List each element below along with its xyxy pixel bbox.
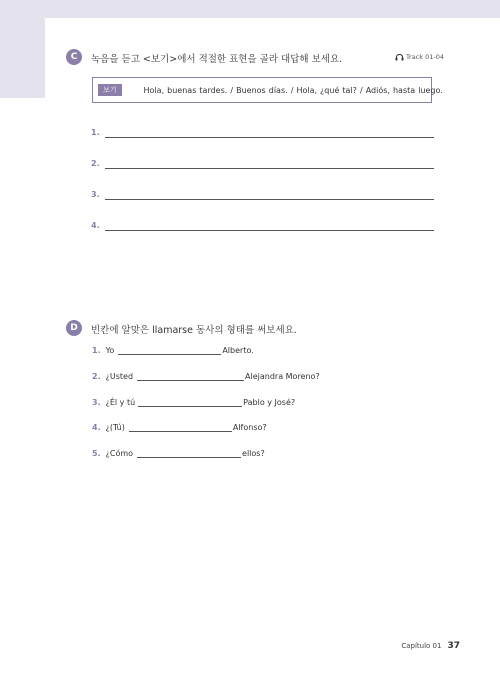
fill-number: 1.	[92, 346, 101, 355]
fill-blank[interactable]	[137, 448, 241, 458]
fill-prefix: ¿Usted	[105, 372, 134, 381]
fill-prefix: Yo	[105, 346, 115, 355]
fill-suffix: Alberto.	[222, 346, 254, 355]
track-label	[395, 53, 444, 61]
fill-number: 3.	[92, 398, 101, 407]
section-d-badge: D	[66, 320, 82, 336]
answer-row-2	[91, 159, 434, 171]
fill-row-1	[92, 345, 254, 355]
example-text: Hola, buenas tardes. / Buenos días. / Hola, ¿qué tal? / Adiós, hasta luego.	[143, 85, 443, 95]
fill-blank[interactable]	[138, 397, 242, 407]
answer-row-4	[91, 221, 434, 233]
fill-number: 2.	[92, 372, 101, 381]
fill-number: 4.	[92, 423, 101, 432]
fill-blank[interactable]	[137, 371, 244, 381]
fill-suffix: ellos?	[242, 449, 265, 458]
fill-prefix: ¿Cómo	[105, 449, 134, 458]
answer-line[interactable]	[105, 230, 434, 231]
fill-suffix: Pablo y José?	[243, 398, 296, 407]
fill-row-3	[92, 397, 295, 407]
page-footer	[401, 641, 460, 651]
section-c-badge: C	[66, 49, 82, 65]
example-tag: 보기	[98, 84, 122, 96]
answer-number: 4.	[91, 221, 100, 230]
top-decorative-band	[0, 0, 500, 18]
track-number: Track 01-04	[406, 53, 444, 61]
answer-line[interactable]	[105, 137, 434, 138]
fill-number: 5.	[92, 449, 101, 458]
page-number: 37	[447, 641, 460, 651]
answer-number: 3.	[91, 190, 100, 199]
answer-row-1	[91, 128, 434, 140]
fill-suffix: Alejandra Moreno?	[245, 372, 320, 381]
fill-blank[interactable]	[129, 422, 232, 432]
fill-row-2	[92, 371, 320, 381]
answer-number: 2.	[91, 159, 100, 168]
example-box	[92, 77, 443, 103]
answer-line[interactable]	[105, 168, 434, 169]
answer-line[interactable]	[105, 199, 434, 200]
fill-suffix: Alfonso?	[232, 423, 267, 432]
fill-prefix: ¿Él y tú	[105, 398, 136, 407]
fill-blank[interactable]	[118, 345, 221, 355]
answer-row-3	[91, 190, 434, 202]
answer-number: 1.	[91, 128, 100, 137]
section-c-title: 녹음을 듣고 <보기>에서 적절한 표현을 골라 대답해 보세요.	[91, 54, 343, 65]
fill-row-5	[92, 448, 265, 458]
fill-prefix: ¿(Tú)	[105, 423, 125, 432]
headphones-icon	[395, 53, 404, 61]
side-decorative-band	[0, 0, 45, 98]
section-d-title: 빈칸에 알맞은 llamarse 동사의 형태를 써보세요.	[91, 325, 297, 336]
fill-row-4	[92, 422, 267, 432]
chapter-label: Capítulo 01	[401, 642, 442, 650]
